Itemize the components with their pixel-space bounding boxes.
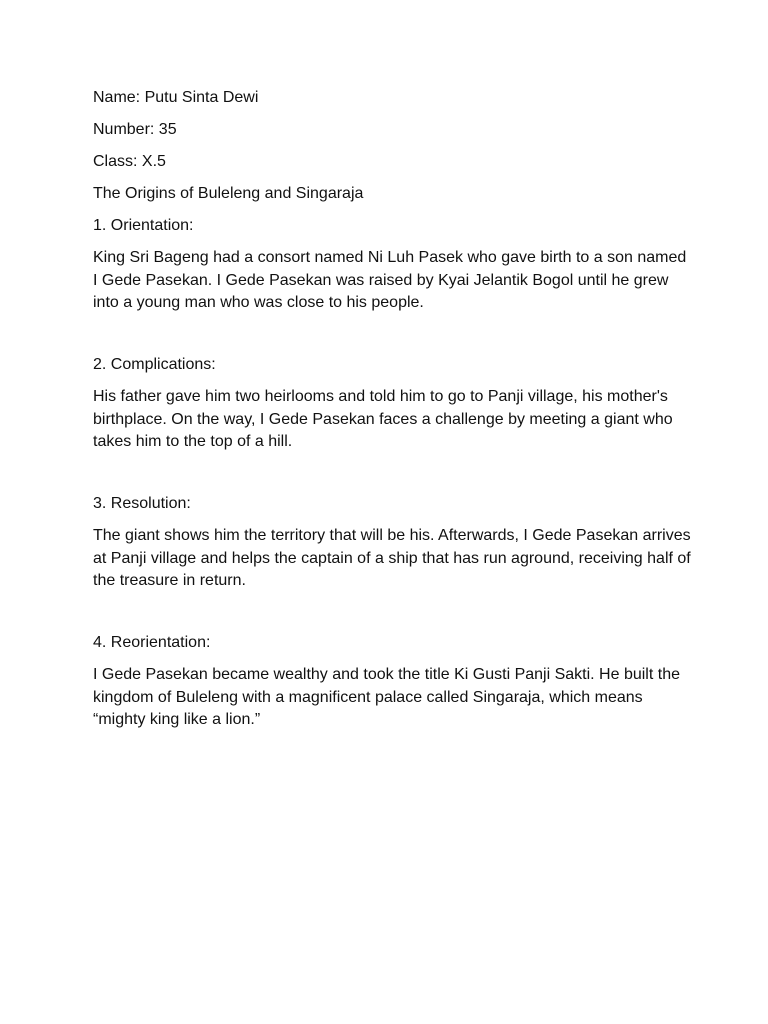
student-class: Class: X.5 (93, 153, 166, 170)
spacer (93, 324, 693, 354)
section-heading-resolution: 3. Resolution: (93, 495, 191, 512)
section-body-reorientation: I Gede Pasekan became wealthy and took the title Ki Gusti Panji Sakti. He built the kingdom of Buleleng with a magnificent palace called Singaraja, which means “mighty king like a lion.” (93, 666, 680, 728)
section-heading-orientation: 1. Orientation: (93, 217, 194, 234)
student-name: Name: Putu Sinta Dewi (93, 89, 259, 106)
section-heading-complications: 2. Complications: (93, 356, 216, 373)
document-title: The Origins of Buleleng and Singaraja (93, 185, 364, 202)
section-body-orientation: King Sri Bageng had a consort named Ni Luh Pasek who gave birth to a son named I Gede Pasekan. I Gede Pasekan was raised by Kyai Jelantik Bogol until he grew into a young man who was close to his people. (93, 249, 687, 311)
spacer (93, 602, 693, 632)
student-number: Number: 35 (93, 121, 177, 138)
spacer (93, 463, 693, 493)
section-body-resolution: The giant shows him the territory that will be his. Afterwards, I Gede Pasekan arrives at Panji village and helps the captain of a ship that has run aground, receiving half of the treasure in return. (93, 527, 691, 589)
section-heading-reorientation: 4. Reorientation: (93, 634, 211, 651)
document-page (93, 87, 693, 741)
section-body-complications: His father gave him two heirlooms and told him to go to Panji village, his mother's birthplace. On the way, I Gede Pasekan faces a challenge by meeting a giant who takes him to the top of a hill. (93, 388, 673, 450)
